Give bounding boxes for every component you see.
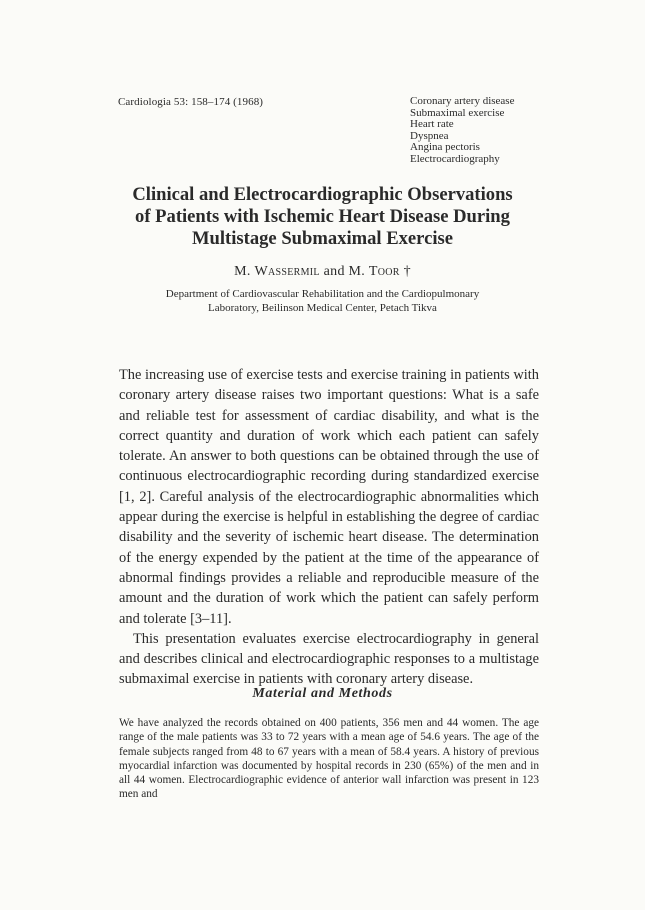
keyword: Angina pectoris [410, 141, 480, 153]
keyword: Coronary artery disease [410, 95, 515, 107]
keyword-list [410, 96, 514, 165]
introduction-text [119, 365, 539, 690]
author-conjunction: and [319, 264, 349, 279]
title-line: Clinical and Electrocardiographic Observations [132, 184, 513, 205]
affiliation [0, 288, 645, 315]
affiliation-line: Laboratory, Beilinson Medical Center, Petach Tikva [208, 301, 437, 314]
author-line [0, 264, 645, 280]
keyword: Electrocardiography [410, 152, 500, 165]
intro-paragraph: The increasing use of exercise tests and exercise training in patients with coronary artery disease raises two important questions: What is a safe and reliable test for assessment of cardiac disability, and what is the correct quantity and duration of work which each patient can safely tolerate. An answer to both questions can be obtained through the use of continuous electrocardiographic recording during standardized exercise [1, 2]. Careful analysis of the electrocardiographic abnormalities which appear during the exercise is helpful in establishing the degree of cardiac disability and the severity of ischemic heart disease. The determination of the energy expended by the patient at the time of the appearance of abnormal findings provides a reliable and reproducible measure of the amount and the duration of work which the patient can safely perform and tolerate [3–11]. [119, 367, 539, 627]
section-heading-methods: Material and Methods [252, 686, 393, 701]
title-line: Multistage Submaximal Exercise [192, 228, 453, 249]
author1-surname: Wassermil [254, 264, 320, 279]
title-line: of Patients with Ischemic Heart Disease During [135, 206, 510, 227]
article-title [0, 184, 645, 250]
intro-paragraph: This presentation evaluates exercise electrocardiography in general and describes clinical and electrocardiographic responses to a multistage submaximal exercise in patients with coronary artery disease. [119, 630, 539, 688]
author2-surname: Toor [368, 264, 400, 279]
methods-paragraph: We have analyzed the records obtained on 400 patients, 356 men and 44 women. The age range of the male patients was 33 to 72 years with a mean age of 54.6 years. The age of the female subjects ranged from 48 to 67 years with a mean of 58.4 years. A history of previous myocardial infarction was documented by hospital records in 230 (65%) of the men and in all 44 women. Electrocardiographic evidence of anterior wall infarction was present in 123 men and [119, 717, 539, 801]
keyword: Dyspnea [410, 129, 449, 142]
affiliation-line: Department of Cardiovascular Rehabilitation and the Cardiopulmonary [165, 288, 480, 300]
deceased-dagger: † [399, 264, 411, 279]
journal-citation: Cardiologia 53: 158–174 (1968) [118, 96, 264, 108]
keyword: Heart rate [410, 118, 454, 130]
author2-initial: M. [348, 264, 369, 279]
author1-initial: M. [234, 264, 255, 279]
keyword: Submaximal exercise [410, 106, 505, 119]
